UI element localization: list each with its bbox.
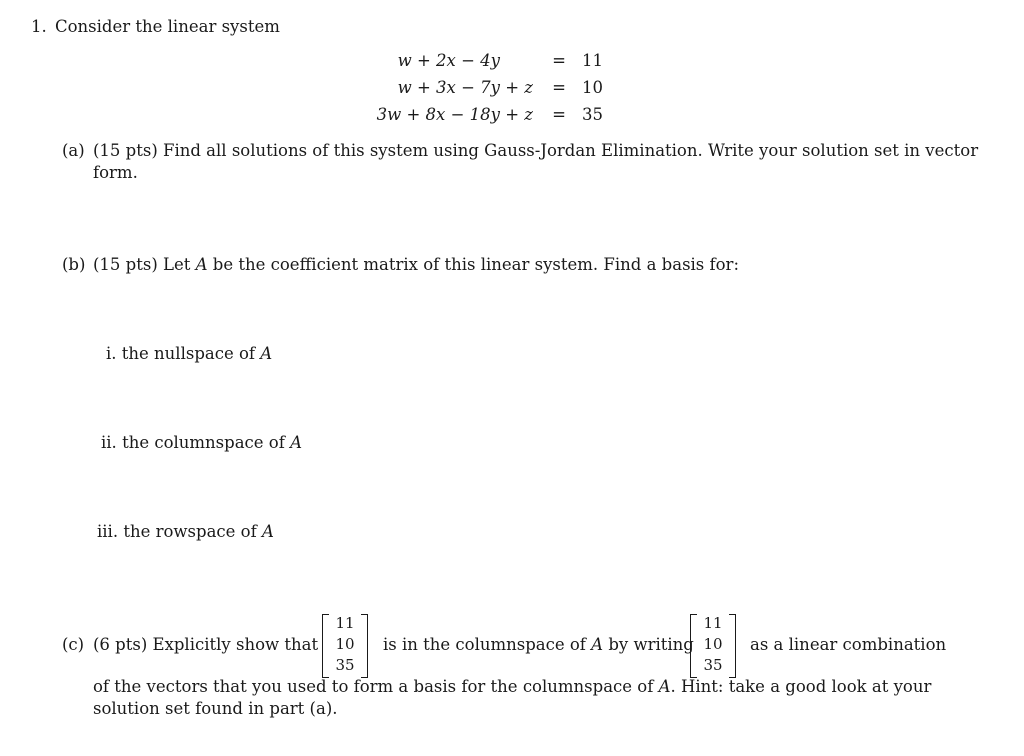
equation-2-lhs: w + 3x − 7y + z [397,78,533,97]
equation-2-sign: = [552,78,566,97]
equation-3-sign: = [552,105,566,124]
vector-entry: 10 [335,635,355,653]
part-c-line-2 [93,677,931,696]
part-b-item-ii [101,433,302,452]
right-bracket [361,614,368,678]
vector-entry: 10 [703,635,723,653]
item-var: A [290,433,303,452]
part-b-var: A [195,255,208,274]
item-label: ii. [101,433,117,452]
equation-3-lhs: 3w + 8x − 18y + z [376,105,533,124]
column-vector-2 [690,614,736,676]
item-text: the columnspace of [122,433,285,452]
part-c-line-3: solution set found in part (a). [93,699,338,718]
part-a-line-1: (15 pts) Find all solutions of this system using Gauss-Jordan Elimination. Write your solution set in vector [93,141,979,160]
part-b-label: (b) [62,255,86,274]
problem-intro: Consider the linear system [55,17,280,36]
part-c-text-2 [383,635,694,654]
problem-number: 1. [31,17,47,36]
part-c-line-2-var: A [658,677,671,696]
vector-entry: 35 [703,656,723,674]
part-b-item-i [106,344,272,363]
part-a-label: (a) [62,141,85,160]
right-bracket [729,614,736,678]
equation-2-rhs: 10 [582,78,603,97]
part-c-text-2-post: by writing [608,635,694,654]
item-label: iii. [97,522,119,541]
part-b-item-iii [97,522,274,541]
equation-1-rhs: 11 [582,51,603,70]
part-c-line-2-post: . Hint: take a good look at your [670,677,932,696]
part-b-text [93,255,739,274]
part-a-line-2: form. [93,163,138,182]
column-vector-1 [322,614,368,676]
equation-1-sign: = [552,51,566,70]
item-label: i. [106,344,117,363]
part-c-text-3: as a linear combination [750,635,947,654]
part-c-line-2-pre: of the vectors that you used to form a basis for the columnspace of [93,677,654,696]
part-c-label: (c) [62,635,85,654]
part-c-var: A [591,635,604,654]
part-b-text-post: be the coefficient matrix of this linear system. Find a basis for: [212,255,740,274]
vector-entry: 35 [335,656,355,674]
equation-1-lhs: w + 2x − 4y [397,51,500,70]
item-text: the nullspace of [121,344,256,363]
item-var: A [261,522,274,541]
vector-entry: 11 [335,614,355,632]
item-var: A [260,344,273,363]
item-text: the rowspace of [123,522,257,541]
part-c-text-1: (6 pts) Explicitly show that [93,635,319,654]
equation-3-rhs: 35 [582,105,603,124]
vector-entry: 11 [703,614,723,632]
part-c-text-2-pre: is in the columnspace of [383,635,586,654]
part-b-text-pre: (15 pts) Let [93,255,191,274]
